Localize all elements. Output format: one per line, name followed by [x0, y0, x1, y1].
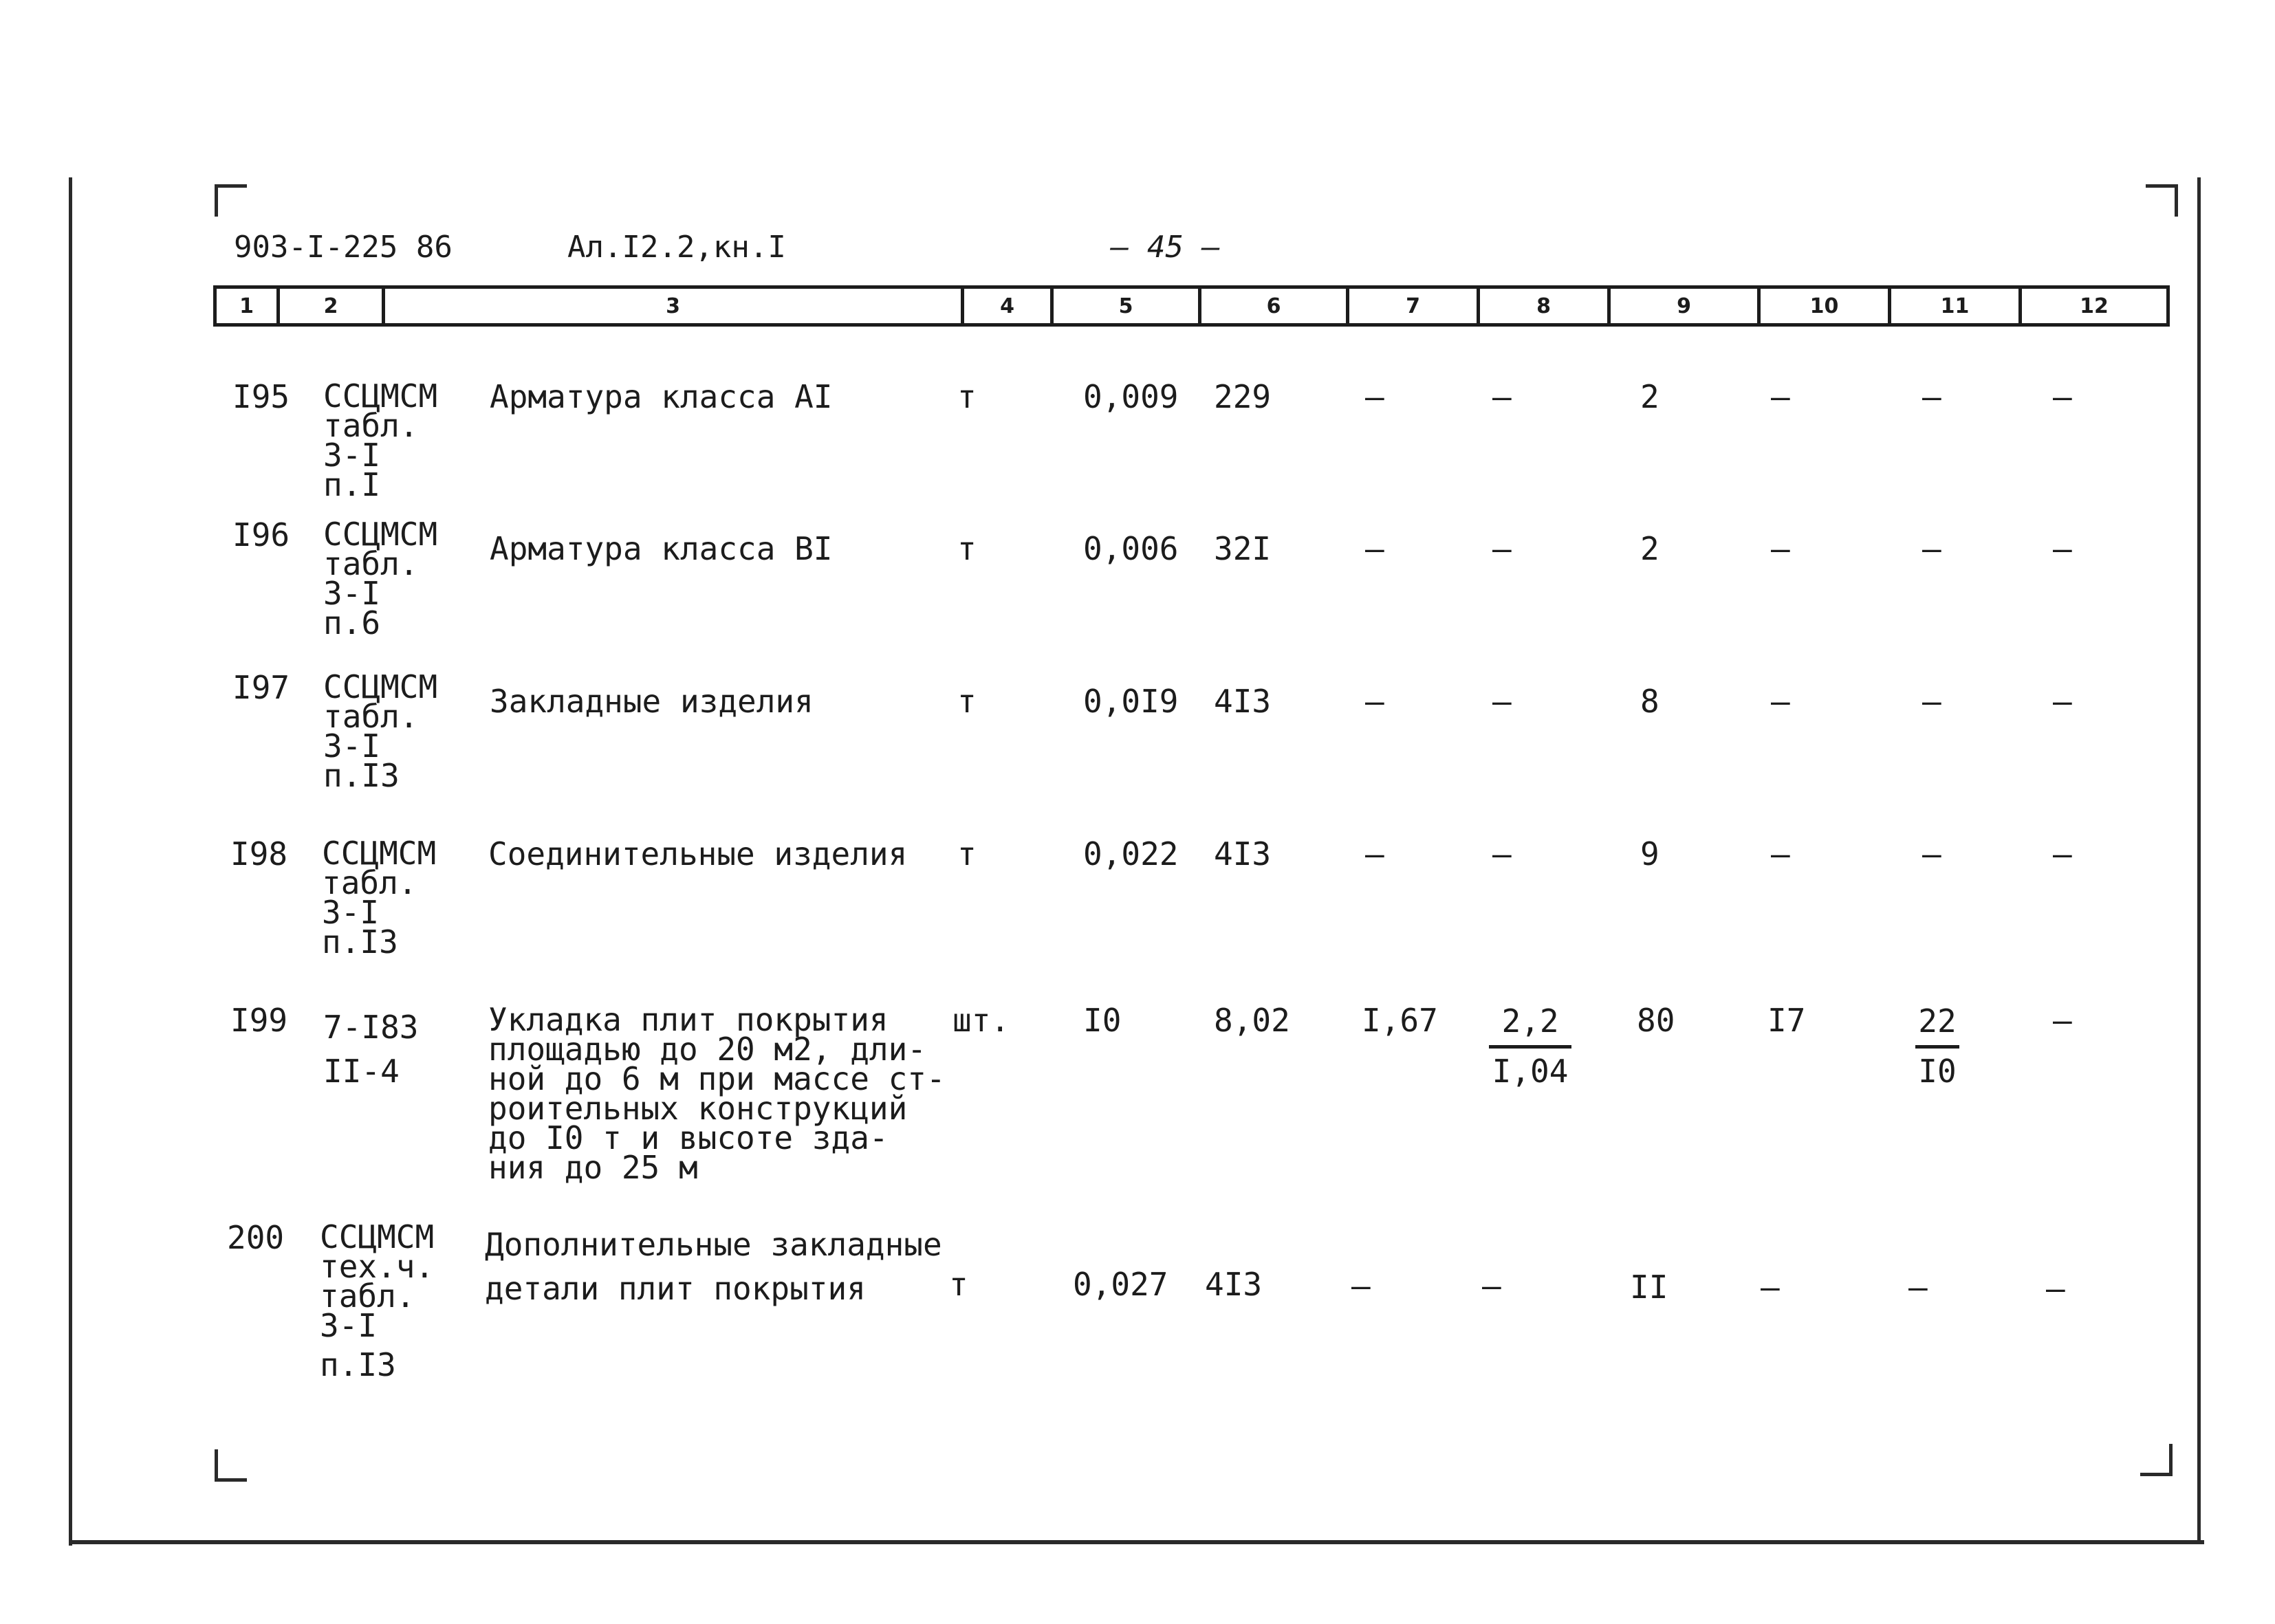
- col7-value: –: [1365, 683, 1384, 720]
- col6-value: 8,02: [1214, 1002, 1290, 1039]
- column-header-7: 7: [1349, 289, 1480, 323]
- album-reference: Ал.I2.2,кн.I: [567, 230, 786, 265]
- col9-value: 2: [1640, 530, 1659, 567]
- column-header-8: 8: [1480, 289, 1611, 323]
- column-number-header: [213, 285, 2170, 327]
- col5-value: 0,009: [1083, 378, 1179, 415]
- resource-code-line: табл.: [323, 698, 419, 735]
- item-name-line: детали плит покрытия: [485, 1270, 866, 1307]
- unit: т: [957, 683, 977, 720]
- col10-value: I7: [1767, 1002, 1806, 1039]
- col9-value: II: [1630, 1269, 1668, 1306]
- resource-code-line: 7-I83: [323, 1009, 419, 1046]
- resource-code: [323, 516, 438, 641]
- col9-value: 9: [1640, 835, 1659, 873]
- document-code: 903-I-225 86: [234, 230, 453, 265]
- resource-code-line: 3-I: [323, 727, 381, 765]
- corner-mark-top-left: [215, 184, 247, 217]
- resource-code-line: 3-I: [320, 1307, 378, 1344]
- col10-value: –: [1771, 378, 1790, 415]
- col8-fraction: [1489, 1002, 1571, 1090]
- col10-value: –: [1771, 683, 1790, 720]
- unit: т: [957, 378, 977, 415]
- resource-code-line: ССЦМСМ: [323, 668, 438, 705]
- item-name: Закладные изделия: [490, 683, 814, 720]
- col12-value: –: [2053, 683, 2072, 720]
- col11-value: –: [1908, 1269, 1928, 1306]
- col8-fraction-top: 2,2: [1501, 1002, 1559, 1040]
- col5-value: 0,006: [1083, 530, 1179, 567]
- unit: т: [949, 1266, 968, 1303]
- col11-value: –: [1922, 530, 1941, 567]
- col11-value: –: [1922, 835, 1941, 873]
- resource-code-line: табл.: [323, 407, 419, 444]
- col8-value: –: [1482, 1267, 1501, 1304]
- item-name-line: до I0 т и высоте зда-: [488, 1119, 889, 1156]
- column-header-1: 1: [217, 289, 280, 323]
- col12-value: –: [2053, 1002, 2072, 1039]
- item-name: Соединительные изделия: [488, 835, 908, 873]
- col6-value: 4I3: [1205, 1266, 1263, 1303]
- row-number: I97: [232, 669, 290, 706]
- resource-code: [322, 835, 437, 961]
- col12-value: –: [2046, 1270, 2065, 1307]
- col8-value: –: [1492, 835, 1512, 873]
- column-header-5: 5: [1054, 289, 1201, 323]
- col8-value: –: [1492, 683, 1512, 720]
- frame-left-border: [69, 177, 72, 1546]
- column-header-10: 10: [1761, 289, 1891, 323]
- unit: т: [957, 835, 977, 873]
- item-name-line: ния до 25 м: [488, 1149, 698, 1186]
- col11-fraction-top: 22: [1918, 1002, 1957, 1040]
- col10-value: –: [1771, 530, 1790, 567]
- item-name-line: роительных конструкций: [488, 1090, 908, 1127]
- row-number: I98: [230, 835, 288, 873]
- resource-code-line: тех.ч.: [320, 1248, 435, 1285]
- resource-code-line: п.I3: [322, 923, 398, 961]
- item-name: [488, 1001, 946, 1186]
- col5-value: 0,0I9: [1083, 683, 1179, 720]
- col5-value: 0,027: [1073, 1266, 1168, 1303]
- resource-code: [323, 1005, 418, 1093]
- col8-fraction-bottom: I,04: [1492, 1053, 1569, 1090]
- resource-code-line: 3-I: [323, 575, 381, 612]
- resource-code-line: ССЦМСМ: [320, 1218, 435, 1255]
- col7-value: I,67: [1362, 1002, 1438, 1039]
- fraction-bar: [1489, 1045, 1571, 1049]
- resource-code: [323, 668, 438, 794]
- col7-value: –: [1351, 1267, 1371, 1304]
- unit: т: [957, 530, 977, 567]
- col12-value: –: [2053, 835, 2072, 873]
- col7-value: –: [1365, 378, 1384, 415]
- item-name: [485, 1222, 942, 1310]
- column-header-6: 6: [1201, 289, 1349, 323]
- col7-value: –: [1365, 835, 1384, 873]
- corner-mark-bottom-right: [2140, 1444, 2173, 1476]
- column-header-4: 4: [964, 289, 1054, 323]
- col6-value: 4I3: [1214, 835, 1272, 873]
- col5-value: 0,022: [1083, 835, 1179, 873]
- col8-value: –: [1492, 530, 1512, 567]
- row-number: I99: [230, 1002, 288, 1039]
- row-number: I96: [232, 516, 290, 553]
- resource-code-line: 3-I: [322, 894, 380, 931]
- frame-bottom-border: [69, 1540, 2204, 1544]
- col7-value: –: [1365, 530, 1384, 567]
- corner-mark-top-right: [2146, 184, 2178, 217]
- resource-code: [323, 377, 438, 503]
- unit: шт.: [953, 1002, 1010, 1039]
- col9-value: 8: [1640, 683, 1659, 720]
- item-name-line: Дополнительные закладные: [485, 1226, 942, 1263]
- col5-value: I0: [1083, 1002, 1122, 1039]
- col8-value: –: [1492, 378, 1512, 415]
- resource-code-line: п.6: [323, 604, 381, 641]
- col11-value: –: [1922, 378, 1941, 415]
- resource-code-line: табл.: [320, 1277, 415, 1315]
- fraction-bar: [1915, 1045, 1959, 1049]
- column-header-2: 2: [280, 289, 385, 323]
- col6-value: 229: [1214, 378, 1272, 415]
- col10-value: –: [1771, 835, 1790, 873]
- item-name: Арматура класса BI: [490, 530, 833, 567]
- item-name: Арматура класса AI: [490, 378, 833, 415]
- column-header-12: 12: [2080, 294, 2109, 318]
- column-header-3: 3: [385, 289, 964, 323]
- col9-value: 2: [1640, 378, 1659, 415]
- col12-value: –: [2053, 378, 2072, 415]
- page-number: — 45 —: [1111, 230, 1220, 265]
- item-name-line: Укладка плит покрытия: [488, 1001, 889, 1038]
- resource-code-line: ССЦМСМ: [322, 835, 437, 872]
- resource-code-line: табл.: [322, 864, 417, 901]
- col9-value: 80: [1637, 1002, 1675, 1039]
- item-name-line: ной до 6 м при массе ст-: [488, 1060, 946, 1097]
- resource-code-line: II-4: [323, 1053, 400, 1090]
- resource-code-line: 3-I: [323, 437, 381, 474]
- column-header-11: 11: [1891, 289, 2022, 323]
- row-number: 200: [227, 1219, 285, 1256]
- resource-code-line: п.I: [323, 466, 381, 503]
- resource-code-line: ССЦМСМ: [323, 377, 438, 415]
- corner-mark-bottom-left: [215, 1449, 247, 1482]
- col11-fraction-bottom: I0: [1918, 1053, 1957, 1090]
- resource-code-line: п.I3: [323, 757, 400, 794]
- row-number: I95: [232, 378, 290, 415]
- column-header-9: 9: [1611, 289, 1761, 323]
- resource-code-line: п.I3: [320, 1346, 396, 1383]
- resource-code-line: табл.: [323, 545, 419, 582]
- resource-code-line: ССЦМСМ: [323, 516, 438, 553]
- col6-value: 32I: [1214, 530, 1272, 567]
- col12-value: –: [2053, 530, 2072, 567]
- col10-value: –: [1761, 1269, 1780, 1306]
- frame-right-border: [2197, 177, 2201, 1544]
- item-name-line: площадью до 20 м2, дли-: [488, 1031, 926, 1068]
- col11-fraction: [1915, 1002, 1959, 1090]
- resource-code: [320, 1218, 435, 1383]
- col11-value: –: [1922, 683, 1941, 720]
- col6-value: 4I3: [1214, 683, 1272, 720]
